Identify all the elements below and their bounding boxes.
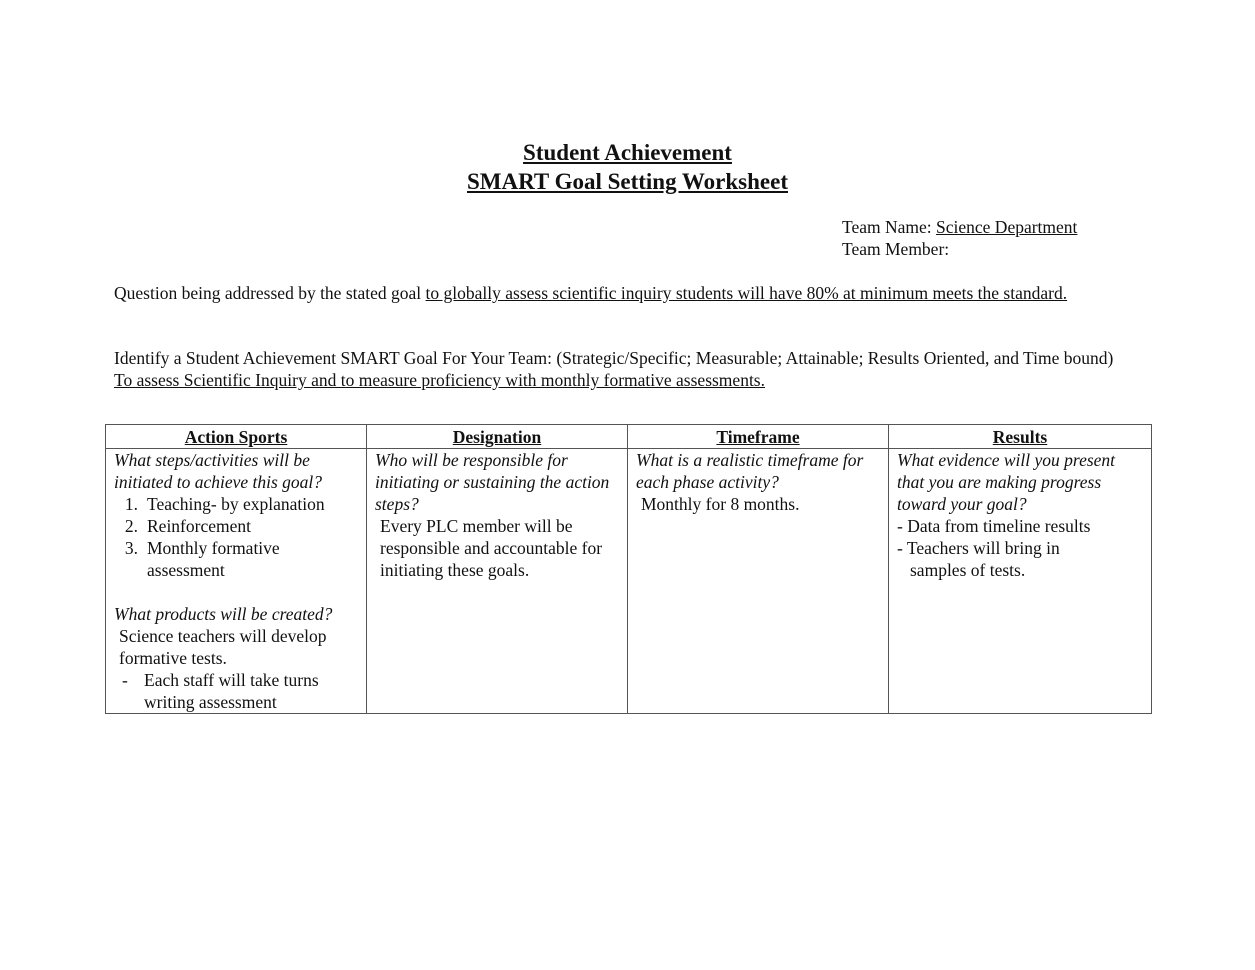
action-cell [106,449,367,714]
results-item-continued: samples of tests. [910,560,1026,580]
timeframe-cell [628,449,889,714]
goal-table [105,424,1152,714]
designation-cell [367,449,628,714]
table-row [106,449,1152,714]
step-number: 3. [124,538,138,558]
designation-answer: Every PLC member will be responsible and accountable for initiating these goals. [380,516,603,580]
results-item: - Data from timeline results [897,516,1091,536]
header-timeframe: Timeframe [628,425,889,449]
results-item: - Teachers will bring in [897,538,1060,558]
team-name-label: Team Name: [842,217,937,237]
table-header-row [106,425,1152,449]
products-question: What products will be created? [114,604,333,624]
step-text: Reinforcement [147,516,251,536]
header-action-sports: Action Sports [106,425,367,449]
team-member-label: Team Member: [842,239,950,259]
worksheet-title: Student Achievement [523,140,732,165]
question-answer: to globally assess scientific inquiry students will have 80% at minimum meets the standard. [425,283,1068,303]
products-item: Each staff will take turns writing assessment [144,670,319,712]
step-number: 1. [124,494,138,514]
smart-goal-paragraph [114,347,1114,391]
list-item [114,493,358,515]
step-text: Monthly formative assessment [147,538,280,580]
designation-question: Who will be responsible for initiating or sustaining the action steps? [375,450,610,514]
step-number: 2. [124,516,138,536]
products-answer: Science teachers will develop formative tests. [119,626,327,668]
action-question: What steps/activities will be initiated to achieve this goal? [114,450,323,492]
team-name-value: Science Department [936,217,1078,237]
header-results: Results [889,425,1152,449]
list-item [114,515,358,537]
timeframe-answer: Monthly for 8 months. [641,494,800,514]
step-text: Teaching- by explanation [147,494,325,514]
list-item [114,669,358,713]
question-paragraph [114,282,1114,304]
results-question: What evidence will you present that you are making progress toward your goal? [897,450,1116,514]
header-designation: Designation [367,425,628,449]
goal-answer: To assess Scientific Inquiry and to measure proficiency with monthly formative assessments. [114,370,765,390]
goal-prefix: Identify a Student Achievement SMART Goal For Your Team: (Strategic/Specific; Measurable; Attainable; Results Oriented, and Time bound) [114,348,1114,368]
question-prefix: Question being addressed by the stated goal [114,283,426,303]
team-name [842,216,1077,238]
worksheet-subtitle: SMART Goal Setting Worksheet [466,169,788,194]
timeframe-question: What is a realistic timeframe for each phase activity? [636,450,864,492]
results-cell [889,449,1152,714]
dash-bullet: - [122,670,128,690]
list-item [114,537,358,581]
